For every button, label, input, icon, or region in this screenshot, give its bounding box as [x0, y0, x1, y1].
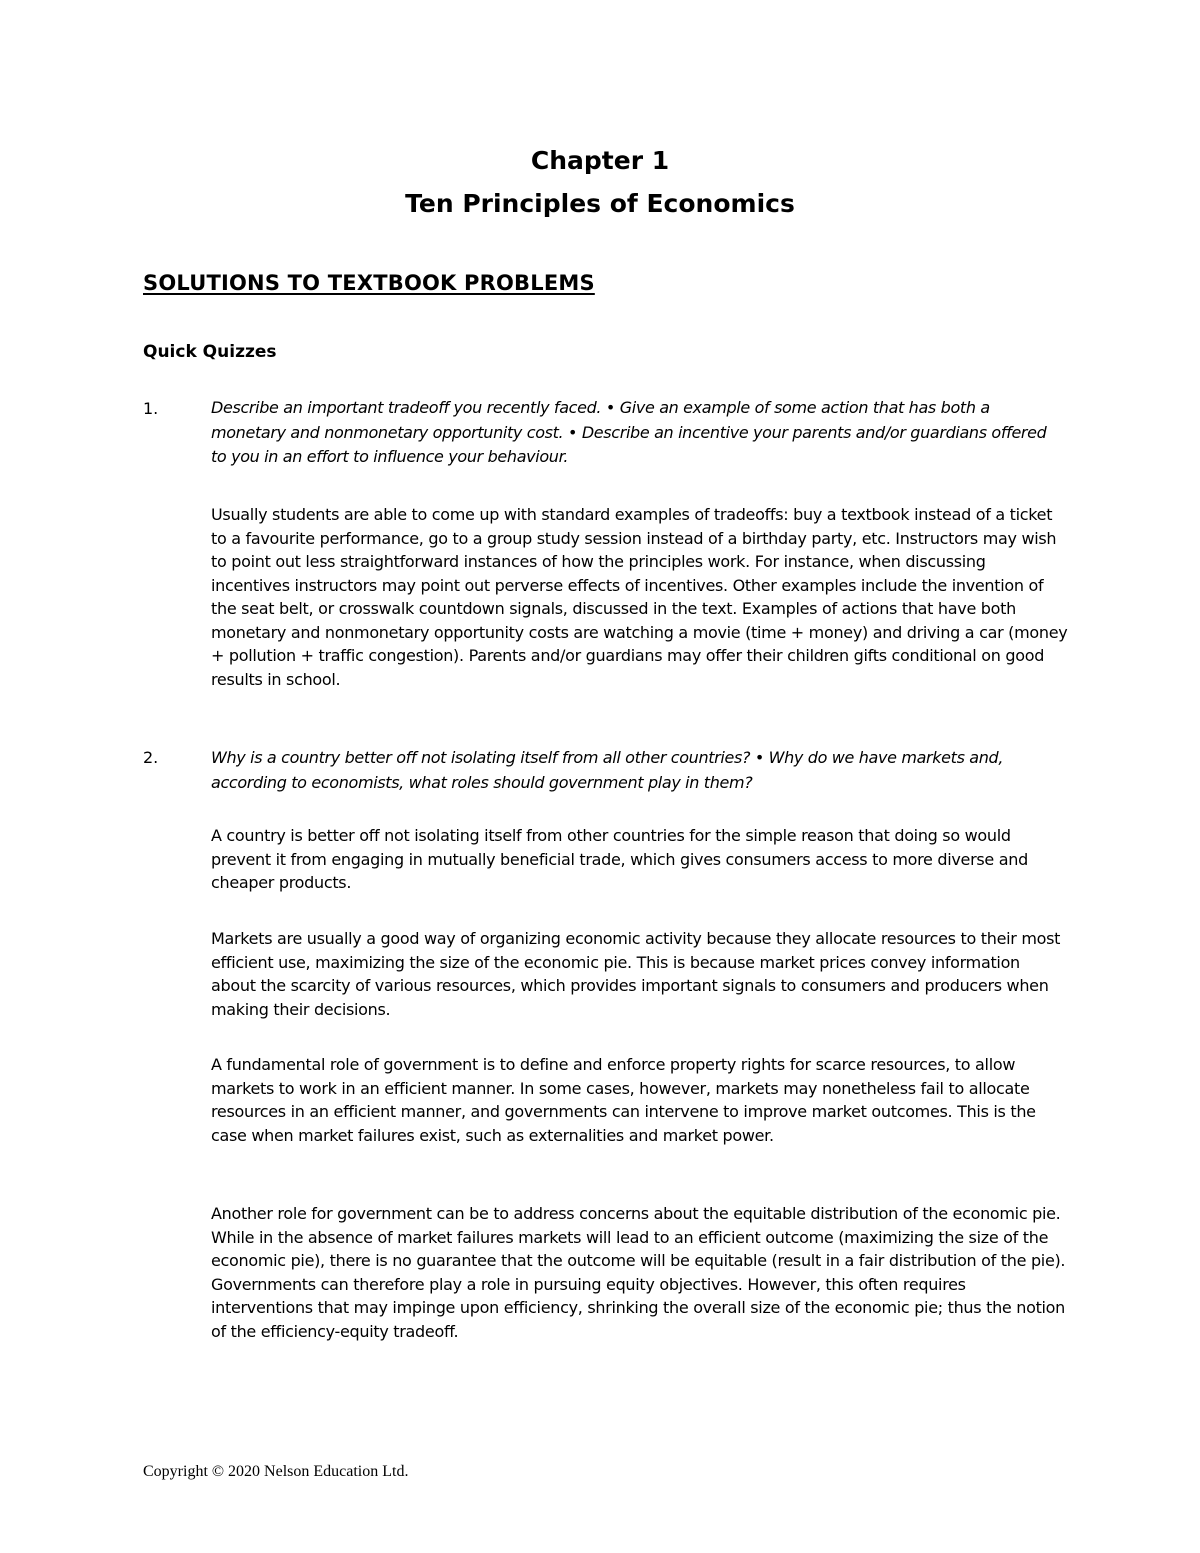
copyright-footer: Copyright © 2020 Nelson Education Ltd.: [143, 1463, 409, 1480]
quick-quizzes-heading: Quick Quizzes: [143, 342, 277, 362]
answer-1-paragraph-1: Usually students are able to come up with standard examples of tradeoffs: buy a textbook instead of a ticket to a favourite performance, go to a group study session instead of a birthday party, etc. Instructors may wish to point out less straightforward instances of how the principles work. For instance, when discussing incentives instructors may point out perverse effects of incentives. Other examples include the invention of the seat belt, or crosswalk countdown signals, discussed in the text. Examples of actions that have both monetary and nonmonetary opportunity costs are watching a movie (time + money) and driving a car (money + pollution + traffic congestion). Parents and/or guardians may offer their children gifts conditional on good results in school.: [211, 505, 1068, 689]
question-1: Describe an important tradeoff you recently faced. • Give an example of some action that has both a monetary and nonmonetary opportunity cost. • Describe an incentive your parents and/or guardians offered to you in an effort to influence your behaviour.: [211, 398, 1047, 466]
question-number-1: 1.: [143, 399, 159, 418]
section-heading: SOLUTIONS TO TEXTBOOK PROBLEMS: [143, 271, 595, 295]
question-2: Why is a country better off not isolating itself from all other countries? • Why do we have markets and, according to economists, what roles should government play in them?: [211, 748, 1004, 792]
chapter-number: Chapter 1: [530, 146, 670, 175]
answer-2-paragraph-1: A country is better off not isolating itself from other countries for the simple reason that doing so would prevent it from engaging in mutually beneficial trade, which gives consumers access to more diverse and cheaper products.: [211, 826, 1028, 892]
question-number-2: 2.: [143, 748, 159, 767]
chapter-title: Ten Principles of Economics: [405, 189, 795, 218]
answer-2-paragraph-3: A fundamental role of government is to define and enforce property rights for scarce resources, to allow markets to work in an efficient manner. In some cases, however, markets may nonetheless fail to allocate resources in an efficient manner, and governments can intervene to improve market outcomes. This is the case when market failures exist, such as externalities and market power.: [211, 1055, 1036, 1145]
answer-2-paragraph-4: Another role for government can be to address concerns about the equitable distribution of the economic pie. While in the absence of market failures markets will lead to an efficient outcome (maximizing the size of the economic pie), there is no guarantee that the outcome will be equitable (result in a fair distribution of the pie). Governments can therefore play a role in pursuing equity objectives. However, this often requires interventions that may impinge upon efficiency, shrinking the overall size of the economic pie; thus the notion of the efficiency-equity tradeoff.: [211, 1204, 1066, 1341]
answer-2-paragraph-2: Markets are usually a good way of organizing economic activity because they allocate resources to their most efficient use, maximizing the size of the economic pie. This is because market prices convey information about the scarcity of various resources, which provides important signals to consumers and producers when making their decisions.: [211, 929, 1061, 1019]
